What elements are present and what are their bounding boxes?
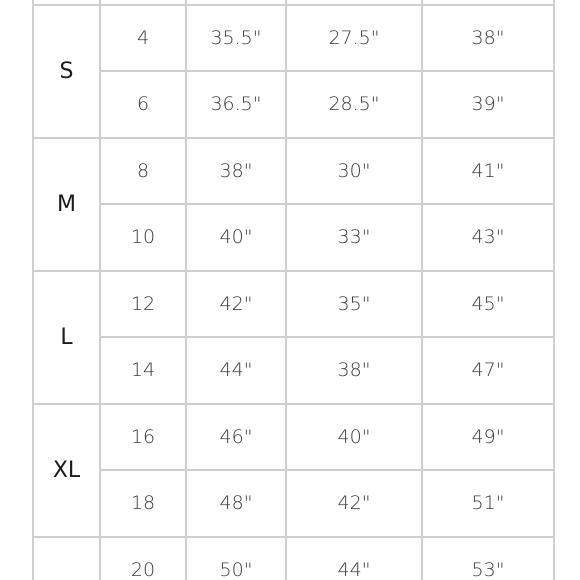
measurement-a: 46": [186, 404, 286, 471]
measurement-b: 42": [286, 470, 422, 537]
table-row: [33, 271, 554, 338]
size-label: XL: [33, 404, 100, 537]
measurement-c: 51": [422, 470, 554, 537]
table-row: [33, 71, 554, 138]
table-row: [33, 537, 554, 580]
measurement-a: 48": [186, 470, 286, 537]
table-row: [33, 404, 554, 471]
measurement-a: 36.5": [186, 71, 286, 138]
numeric-size: 14: [100, 337, 186, 404]
measurement-a: 38": [186, 138, 286, 205]
measurement-b: 27.5": [286, 5, 422, 72]
measurement-c: 47": [422, 337, 554, 404]
numeric-size: 10: [100, 204, 186, 271]
table-row: [33, 204, 554, 271]
measurement-a: 40": [186, 204, 286, 271]
numeric-size: 16: [100, 404, 186, 471]
measurement-c: 39": [422, 71, 554, 138]
measurement-a: 35.5": [186, 5, 286, 72]
size-label: [33, 537, 100, 580]
measurement-c: 41": [422, 138, 554, 205]
measurement-b: 44": [286, 537, 422, 580]
numeric-size: 20: [100, 537, 186, 580]
numeric-size: 12: [100, 271, 186, 338]
measurement-b: 30": [286, 138, 422, 205]
numeric-size: 8: [100, 138, 186, 205]
size-label: S: [33, 5, 100, 138]
measurement-a: 50": [186, 537, 286, 580]
measurement-c: 45": [422, 271, 554, 338]
measurement-b: 28.5": [286, 71, 422, 138]
measurement-a: 44": [186, 337, 286, 404]
size-chart-table: [32, 0, 555, 580]
measurement-b: 35": [286, 271, 422, 338]
measurement-c: 43": [422, 204, 554, 271]
table-row: [33, 470, 554, 537]
measurement-c: 53": [422, 537, 554, 580]
measurement-c: 38": [422, 5, 554, 72]
table-row: [33, 337, 554, 404]
size-label: L: [33, 271, 100, 404]
numeric-size: 18: [100, 470, 186, 537]
table-row: [33, 138, 554, 205]
size-label: M: [33, 138, 100, 271]
numeric-size: 6: [100, 71, 186, 138]
measurement-b: 38": [286, 337, 422, 404]
measurement-b: 40": [286, 404, 422, 471]
table-row: [33, 5, 554, 72]
measurement-b: 33": [286, 204, 422, 271]
measurement-c: 49": [422, 404, 554, 471]
numeric-size: 4: [100, 5, 186, 72]
measurement-a: 42": [186, 271, 286, 338]
